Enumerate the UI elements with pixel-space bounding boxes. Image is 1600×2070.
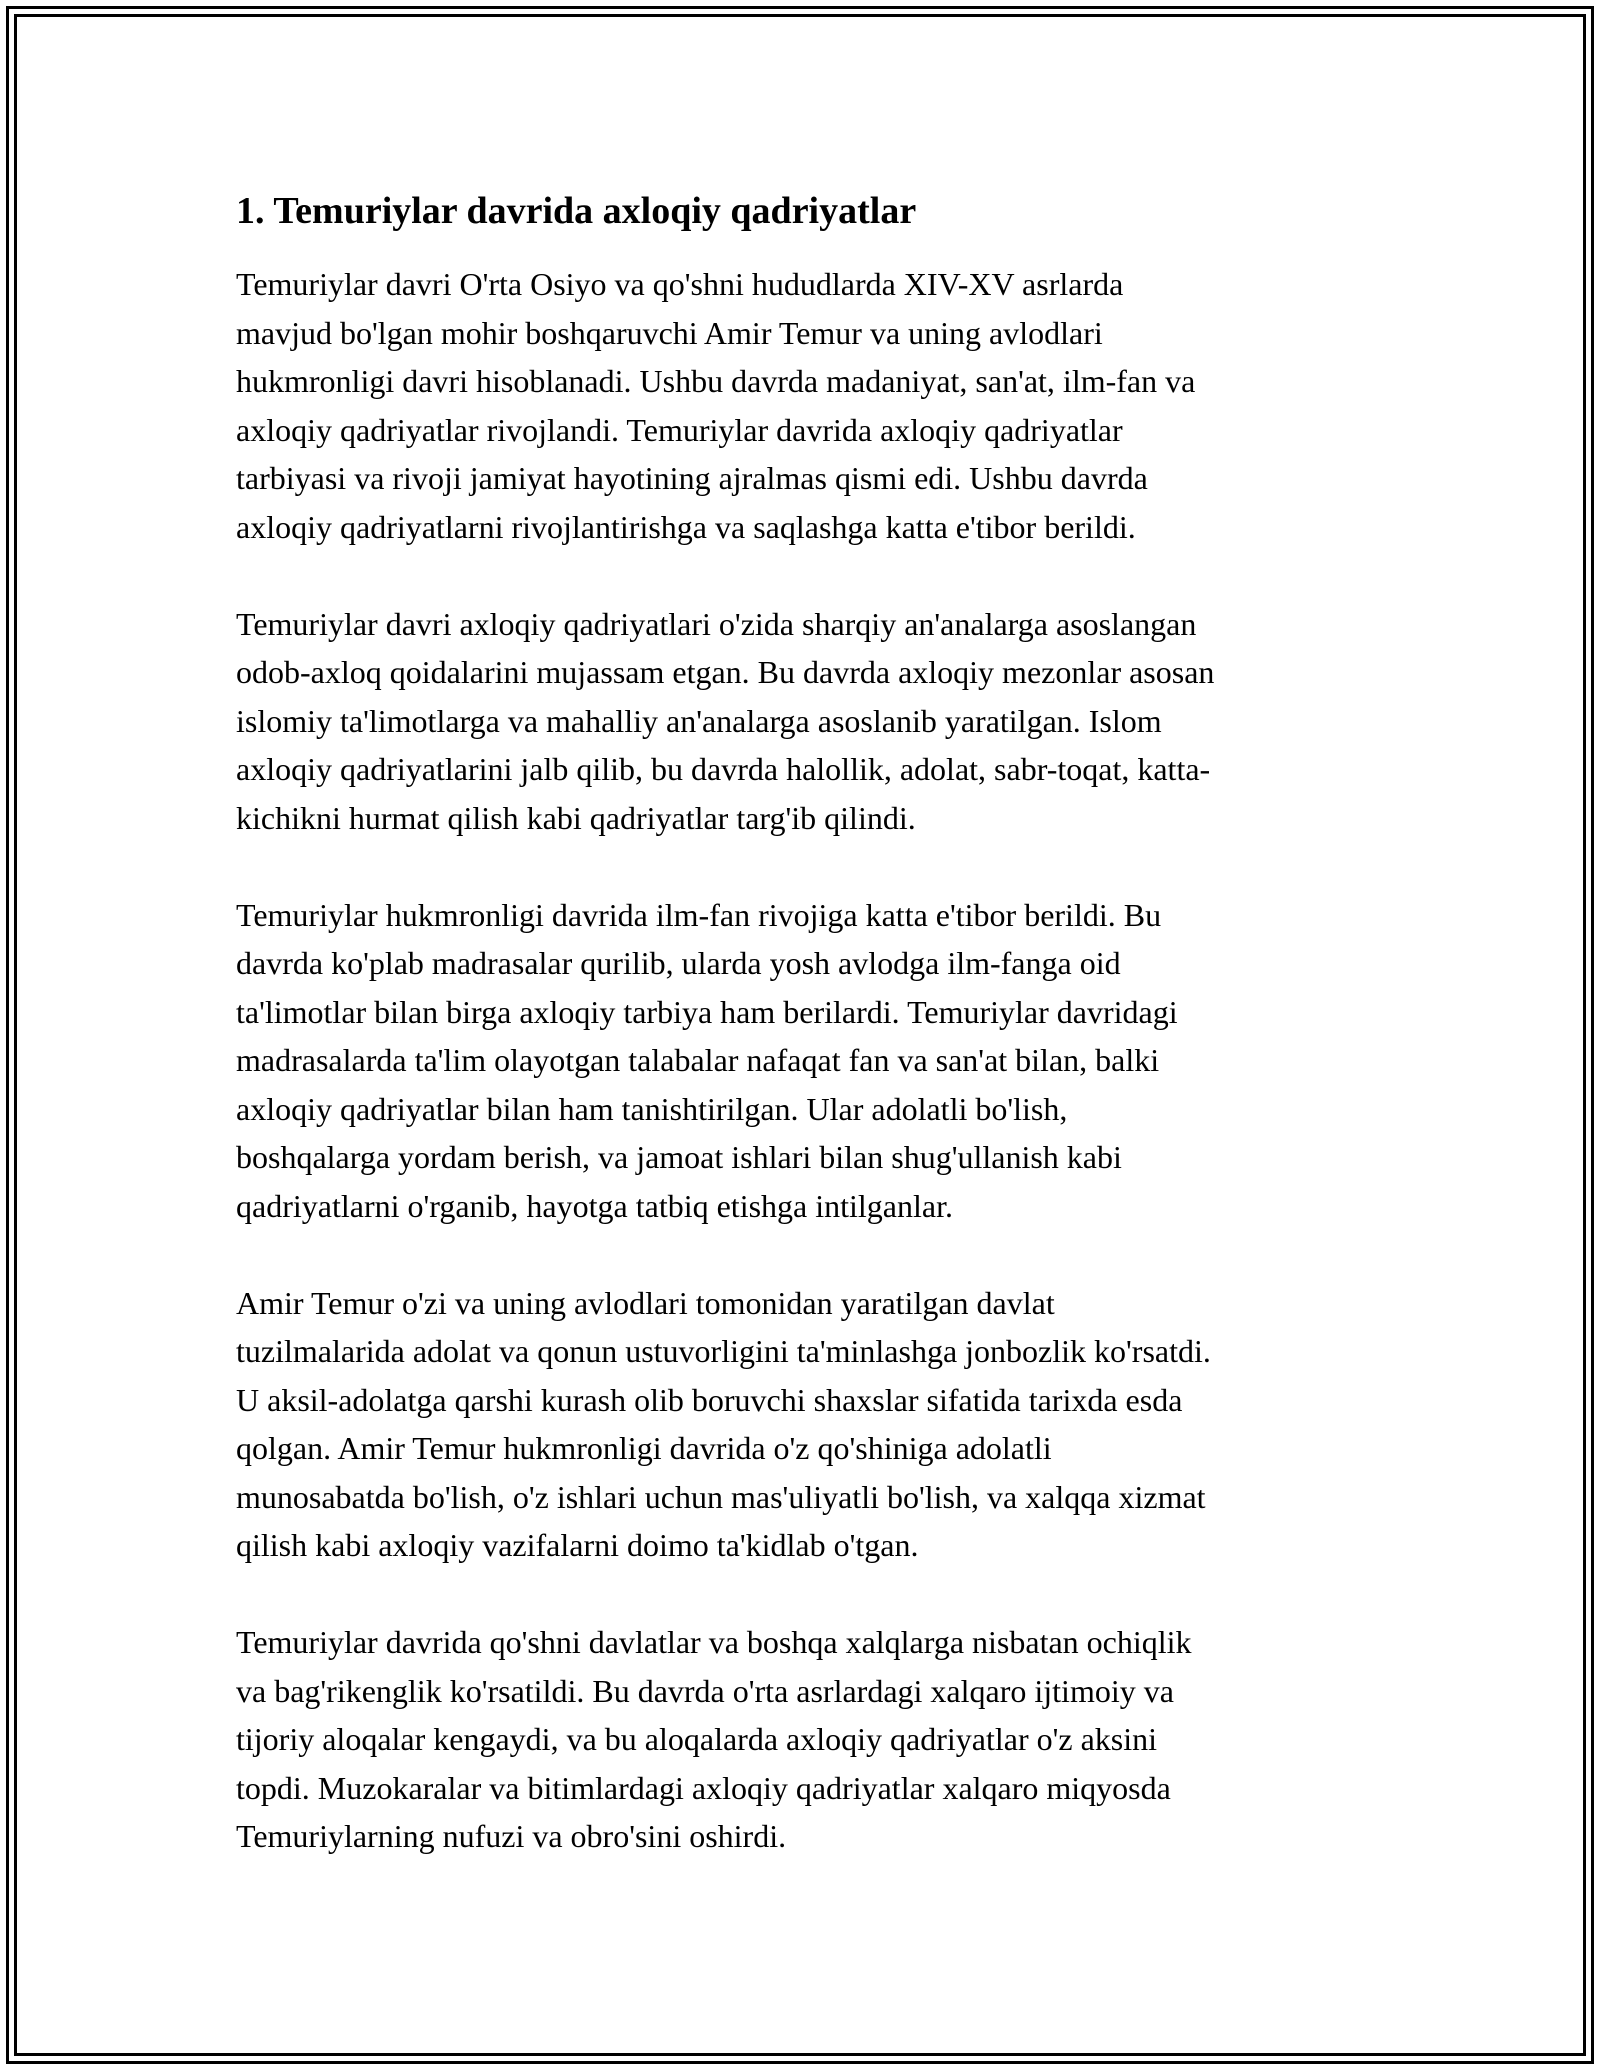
text-line: Temuriylar davri axloqiy qadriyatlari o'zida sharqiy an'analarga asoslangan: [236, 605, 1197, 642]
text-line: madrasalarda ta'lim olayotgan talabalar nafaqat fan va san'at bilan, balki: [236, 1042, 1160, 1078]
text-line: qolgan. Amir Temur hukmronligi davrida o'z qo'shiniga adolatli: [236, 1430, 1052, 1466]
text-line: U aksil-adolatga qarshi kurash olib boruvchi shaxslar sifatida tarixda esda: [236, 1381, 1183, 1418]
text-line: axloqiy qadriyatlar rivojlandi. Temuriylar davrida axloqiy qadriyatlar: [236, 411, 1123, 448]
text-line: Amir Temur o'zi va uning avlodlari tomonidan yaratilgan davlat: [236, 1284, 1055, 1321]
text-line: axloqiy qadriyatlar bilan ham tanishtirilgan. Ular adolatli bo'lish,: [236, 1090, 1068, 1127]
text-line: axloqiy qadriyatlarini jalb qilib, bu davrda halollik, adolat, sabr-toqat, katta-: [236, 751, 1211, 787]
text-line: hukmronligi davri hisoblanadi. Ushbu davrda madaniyat, san'at, ilm-fan va: [236, 363, 1196, 399]
text-line: topdi. Muzokaralar va bitimlardagi axloqiy qadriyatlar xalqaro miqyosda: [236, 1769, 1171, 1806]
text-line: Temuriylar davrida qo'shni davlatlar va boshqa xalqlarga nisbatan ochiqlik: [236, 1624, 1192, 1660]
text-line: davrda ko'plab madrasalar qurilib, ularda yosh avlodga ilm-fanga oid: [236, 945, 1121, 981]
paragraph-2: [236, 600, 1366, 843]
paragraph-1: [236, 260, 1366, 551]
text-line: va bag'rikenglik ko'rsatildi. Bu davrda o'rta asrlardagi xalqaro ijtimoiy va: [236, 1672, 1174, 1709]
paragraph-3: [236, 891, 1366, 1231]
text-line: odob-axloq qoidalarini mujassam etgan. Bu davrda axloqiy mezonlar asosan: [236, 654, 1215, 690]
text-line: islomiy ta'limotlarga va mahalliy an'analarga asoslanib yaratilgan. Islom: [236, 702, 1162, 739]
document-body: [236, 186, 1366, 1909]
section-heading: 1. Temuriylar davrida axloqiy qadriyatlar: [236, 190, 917, 232]
text-line: Temuriylar hukmronligi davrida ilm-fan rivojiga katta e'tibor berildi. Bu: [236, 896, 1162, 933]
text-line: boshqalarga yordam berish, va jamoat ishlari bilan shug'ullanish kabi: [236, 1139, 1122, 1175]
text-line: qadriyatlarni o'rganib, hayotga tatbiq etishga intilganlar.: [236, 1187, 953, 1224]
text-line: qilish kabi axloqiy vazifalarni doimo ta'kidlab o'tgan.: [236, 1527, 919, 1563]
text-line: munosabatda bo'lish, o'z ishlari uchun mas'uliyatli bo'lish, va xalqqa xizmat: [236, 1478, 1206, 1515]
text-line: mavjud bo'lgan mohir boshqaruvchi Amir Temur va uning avlodlari: [236, 314, 1103, 351]
text-line: axloqiy qadriyatlarni rivojlantirishga va saqlashga katta e'tibor berildi.: [236, 508, 1136, 545]
text-line: ta'limotlar bilan birga axloqiy tarbiya ham berilardi. Temuriylar davridagi: [236, 993, 1178, 1030]
text-line: tuzilmalarida adolat va qonun ustuvorligini ta'minlashga jonbozlik ko'rsatdi.: [236, 1333, 1211, 1369]
text-line: Temuriylarning nufuzi va obro'sini oshirdi.: [236, 1818, 787, 1854]
paragraph-5: [236, 1618, 1366, 1861]
text-line: tarbiyasi va rivoji jamiyat hayotining ajralmas qismi edi. Ushbu davrda: [236, 460, 1148, 496]
text-line: tijoriy aloqalar kengaydi, va bu aloqalarda axloqiy qadriyatlar o'z aksini: [236, 1721, 1157, 1757]
paragraph-4: [236, 1279, 1366, 1570]
text-line: kichikni hurmat qilish kabi qadriyatlar targ'ib qilindi.: [236, 799, 916, 836]
text-line: Temuriylar davri O'rta Osiyo va qo'shni hududlarda XIV-XV asrlarda: [236, 266, 1124, 302]
